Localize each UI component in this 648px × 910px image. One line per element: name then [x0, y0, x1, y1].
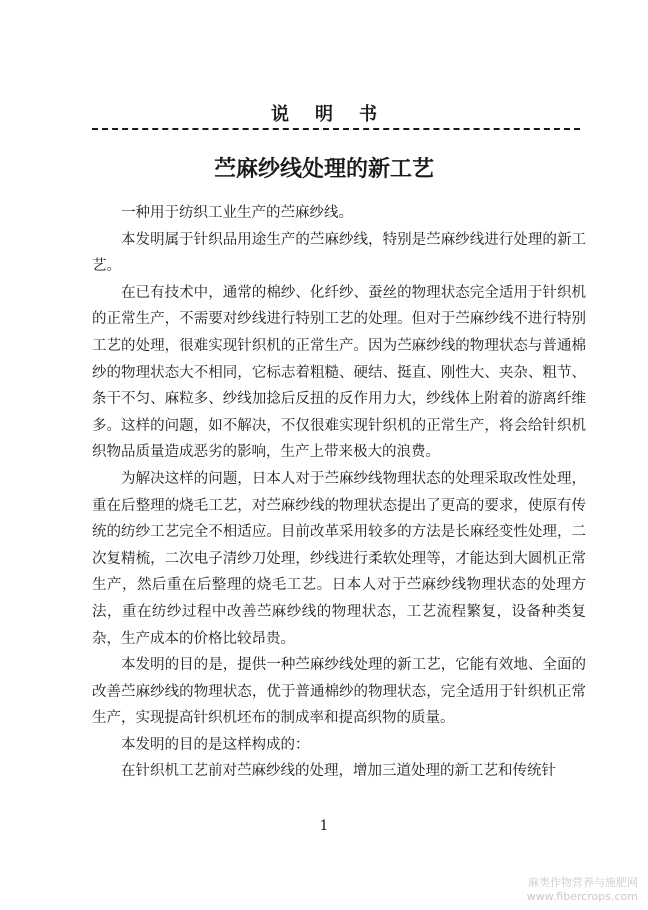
paragraph-2: 本发明属于针织品用途生产的苎麻纱线，特别是苎麻纱线进行处理的新工艺。 [92, 231, 586, 275]
paragraph-5: 本发明的目的是，提供一种苎麻纱线处理的新工艺，它能有效地、全面的改善苎麻纱线的物理状态，优于普通棉纱的物理状态，完全适用于针织机正常生产，实现提高针织机坯布的制成率和提高织物的质量。 [92, 657, 586, 727]
watermark-url: www.fibercrops.com [526, 890, 638, 903]
watermark-site-name: 麻类作物营养与施肥网 [528, 876, 638, 889]
site-watermark [527, 876, 638, 904]
header-divider [92, 128, 580, 130]
paragraph-1: 一种用于纺织工业生产的苎麻纱线。 [121, 205, 353, 221]
document-body [92, 200, 586, 785]
document-title: 苎麻纱线处理的新工艺 [213, 157, 434, 182]
document-header: 说明书 [271, 104, 403, 125]
paragraph-3: 在已有技术中，通常的棉纱、化纤纱、蚕丝的物理状态完全适用于针织机的正常生产，不需要对纱线进行特别工艺的处理。但对于苎麻纱线不进行特别工艺的处理，很难实现针织机的正常生产。因为苎麻纱线的物理状态与普通棉纱的物理状态大不相同，它标志着粗糙、硬结、挺直、刚性大、夹杂、粗节、条干不匀、麻粒多、纱线加捻后反扭的反作用力大，纱线体上附着的游离纤维多。这样的问题，如不解决，不仅很难实现针织机的正常生产，将会给针织机织物品质量造成恶劣的影响，生产上带来极大的浪费。 [92, 284, 586, 461]
paragraph-4: 为解决这样的问题，日本人对于苎麻纱线物理状态的处理采取改性处理，重在后整理的烧毛工艺，对苎麻纱线的物理状态提出了更高的要求，使原有传统的纺纱工艺完全不相适应。目前改革采用较多的方法是长麻经变性处理，二次复精梳，二次电子清纱刀处理，纱线进行柔软处理等，才能达到大圆机正常生产，然后重在后整理的烧毛工艺。日本人对于苎麻纱线物理状态的处理方法，重在纺纱过程中改善苎麻纱线的物理状态，工艺流程繁复，设备种类复杂，生产成本的价格比较昂贵。 [92, 470, 586, 647]
paragraph-7: 在针织机工艺前对苎麻纱线的处理，增加三道处理的新工艺和传统针 [121, 763, 556, 780]
paragraph-6: 本发明的目的是这样构成的： [121, 736, 310, 753]
page-number: 1 [319, 818, 329, 834]
